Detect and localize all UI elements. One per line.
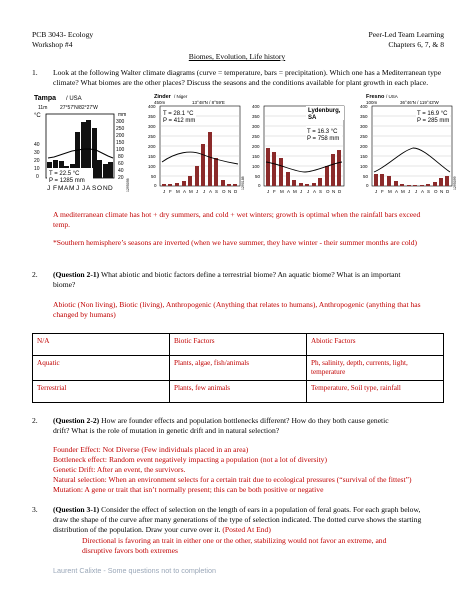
q3-text: How are founder effects and population bottlenecks different? How do they both cause genetic xyxy=(99,416,389,425)
y-ticks xyxy=(252,104,261,188)
tick: 100 xyxy=(116,147,125,153)
q4-text: Consider the effect of selection on the length of ears in a population of feral goats. For each graph below, xyxy=(99,505,421,514)
bar xyxy=(394,181,398,186)
tick: 30 xyxy=(34,150,40,156)
bar xyxy=(214,158,218,186)
tick: 300 xyxy=(116,119,125,125)
chapters: Chapters 6, 7, & 8 xyxy=(388,40,444,49)
bar xyxy=(221,180,225,186)
month: A xyxy=(209,189,213,194)
q4-text-line2: draw the shape of the curve after many generations of the type of selection indicated. The dotted curve shows the starting xyxy=(53,515,422,524)
temp-ticks xyxy=(34,142,40,180)
q4-text-line3 xyxy=(53,525,271,535)
month: A xyxy=(86,185,91,192)
bar xyxy=(233,184,237,186)
tick: 300 xyxy=(360,124,368,129)
tick: 200 xyxy=(252,144,260,149)
tick: 50 xyxy=(255,174,261,179)
bar xyxy=(168,184,172,186)
month: O xyxy=(97,185,103,192)
diagram-country: / USA xyxy=(386,94,398,99)
precip-bars xyxy=(162,132,237,186)
month: J xyxy=(267,189,270,194)
bar xyxy=(407,185,411,186)
q2-answer-line1: Abiotic (Non living), Biotic (living), Anthropogenic (Anything that relates to humans), Anthropogenic (anything that has xyxy=(53,300,421,309)
q2-text: What abiotic and biotic factors define a terrestrial biome? An aquatic biome? What is an important xyxy=(99,270,401,279)
y-ticks xyxy=(360,104,369,188)
course-name: PCB 3043- Ecology xyxy=(32,30,94,39)
diagram-coords: 13°48'N / 8°59'E xyxy=(192,100,225,105)
q3-answer: Mutation: A gene or trait that isn’t normally present; this can be both positive or negative xyxy=(53,485,324,494)
tick: 100 xyxy=(360,164,368,169)
bar xyxy=(188,176,192,186)
diagram-temp: T = 16.9 °C xyxy=(417,111,448,117)
diagram-country: / Niger xyxy=(174,94,188,99)
bar xyxy=(97,160,102,178)
q1-text-line2: climate? What biomes are the other places? Discuss the seasons and the conditions available for plant growth in each place. xyxy=(53,78,429,87)
bar xyxy=(162,184,166,186)
bar xyxy=(337,150,341,186)
tick: 200 xyxy=(148,144,156,149)
month: J xyxy=(375,189,378,194)
table-cell: Plants, few animals xyxy=(170,381,307,403)
tick: 20 xyxy=(34,158,40,164)
tick: 200 xyxy=(116,133,125,139)
bar xyxy=(331,154,335,186)
bar xyxy=(420,185,424,186)
bar xyxy=(305,184,309,186)
month: N xyxy=(440,189,444,194)
tick: 150 xyxy=(148,154,156,159)
diagram-place: Fresno xyxy=(366,94,385,100)
month: A xyxy=(287,189,291,194)
q2-text-line1 xyxy=(53,270,400,280)
diagram-precip: P = 758 mm xyxy=(307,136,340,142)
tick: 80 xyxy=(118,154,124,160)
tick: 40 xyxy=(34,142,40,148)
table-cell: Terrestrial xyxy=(33,381,170,403)
tick: 40 xyxy=(118,168,124,174)
tick: 300 xyxy=(148,124,156,129)
table-header-row xyxy=(33,334,444,356)
month: J xyxy=(415,189,418,194)
month: A xyxy=(313,189,317,194)
q2-number: 2. xyxy=(32,270,38,279)
bar xyxy=(374,174,378,186)
climate-diagram-lydenburg xyxy=(250,92,350,205)
tick: 10 xyxy=(34,166,40,172)
bar xyxy=(266,148,270,186)
bar xyxy=(195,166,199,186)
diagram-place: Lydenburg, xyxy=(308,108,341,114)
month: M xyxy=(401,189,405,194)
tick: 250 xyxy=(252,134,260,139)
bar xyxy=(380,174,384,186)
month: D xyxy=(446,189,450,194)
climate-diagram-fresno xyxy=(358,92,458,205)
month: J xyxy=(82,185,86,192)
bar xyxy=(400,184,404,186)
tick: 400 xyxy=(360,104,368,109)
tick: 20 xyxy=(118,175,124,181)
tick: 0 xyxy=(36,174,39,180)
month: D xyxy=(108,185,113,192)
q3-answer: Bottleneck effect: Random event negatively impacting a population (not a lot of diversity) xyxy=(53,455,328,464)
month-labels xyxy=(47,185,113,192)
tick: 250 xyxy=(360,134,368,139)
month: D xyxy=(234,189,238,194)
diagram-precip: P = 412 mm xyxy=(163,118,196,124)
bar xyxy=(299,183,303,186)
diagram-place: Zinder xyxy=(154,94,171,100)
table-cell: Aquatic xyxy=(33,356,170,381)
diagram-code: 1295098 xyxy=(126,178,130,192)
diagram-precip: P = 1285 mm xyxy=(49,178,85,184)
month: M xyxy=(58,185,64,192)
q4-answer-line1: Directional is favoring an trait in either one or the other, stabilizing would not favor an extreme, and xyxy=(82,536,387,545)
table-header-cell: Abiotic Factors xyxy=(307,334,444,356)
bar xyxy=(208,132,212,186)
temp-axis-label: °C xyxy=(34,113,41,119)
month: J xyxy=(163,189,166,194)
month: O xyxy=(326,189,330,194)
table-cell: Temperature, Soil type, rainfall xyxy=(307,381,444,403)
tick: 150 xyxy=(116,140,125,146)
q2-answer-line2: changed by humans) xyxy=(53,310,116,319)
month: A xyxy=(395,189,399,194)
tick: 50 xyxy=(151,174,157,179)
q1-answer-line2: temp. xyxy=(53,220,71,229)
q3-text-line2: drift? What is the role of mutation in genetic drift and in natural selection? xyxy=(53,426,280,435)
tick: 0 xyxy=(154,183,157,188)
month: A xyxy=(183,189,187,194)
month: N xyxy=(103,185,108,192)
table-cell: Ph, salinity, depth, currents, light, temperature xyxy=(307,356,444,381)
bar xyxy=(227,184,231,186)
bar xyxy=(312,183,316,186)
y-ticks xyxy=(148,104,157,188)
month: J xyxy=(76,185,80,192)
month: F xyxy=(273,189,276,194)
tick: 150 xyxy=(360,154,368,159)
footer-watermark: Laurent Calixte - Some questions not to completion xyxy=(53,566,217,575)
climate-diagram-zinder xyxy=(146,92,246,205)
bar xyxy=(439,178,443,186)
month: S xyxy=(215,189,219,194)
tick: 350 xyxy=(252,114,260,119)
diagram-country: SA xyxy=(308,115,317,121)
bar xyxy=(175,183,179,186)
q2-text-line2: biome? xyxy=(53,280,76,289)
bar xyxy=(325,166,329,186)
month: F xyxy=(381,189,384,194)
month: M xyxy=(69,185,75,192)
tick: 250 xyxy=(148,134,156,139)
table-header-cell: N/A xyxy=(33,334,170,356)
bar xyxy=(201,144,205,186)
precip-ticks xyxy=(116,119,125,181)
month-labels xyxy=(267,189,342,194)
temp-curve xyxy=(266,162,342,172)
tick: 0 xyxy=(366,183,369,188)
bar xyxy=(387,176,391,186)
table-cell: Plants, algae, fish/animals xyxy=(170,356,307,381)
tick: 350 xyxy=(148,114,156,119)
table-row xyxy=(33,356,444,381)
month: M xyxy=(293,189,297,194)
diagram-country: / USA xyxy=(66,96,82,102)
diagram-temp: T = 16.3 °C xyxy=(307,129,338,135)
bar xyxy=(413,185,417,186)
org-name: Peer-Led Team Learning xyxy=(368,30,444,39)
tick: 200 xyxy=(360,144,368,149)
month: M xyxy=(280,189,284,194)
q3-text-line1 xyxy=(53,416,389,426)
tick: 400 xyxy=(148,104,156,109)
bar xyxy=(286,172,290,186)
factors-table xyxy=(32,333,444,403)
q4-number: 3. xyxy=(32,505,38,514)
gridlines xyxy=(160,116,240,176)
bar xyxy=(103,164,108,178)
month: F xyxy=(53,185,57,192)
bar xyxy=(292,180,296,186)
month: D xyxy=(338,189,342,194)
bar xyxy=(108,162,113,178)
q4-posted-note: (Posted At End) xyxy=(222,525,271,534)
temp-curve xyxy=(162,152,238,164)
month: A xyxy=(421,189,425,194)
q4-text-line1 xyxy=(53,505,420,515)
month: M xyxy=(388,189,392,194)
q4-answer-line2: disruptive favors both extremes xyxy=(82,546,178,555)
bar xyxy=(182,181,186,186)
month: N xyxy=(228,189,232,194)
bar xyxy=(318,178,322,186)
bar xyxy=(433,182,437,186)
month: J xyxy=(203,189,206,194)
month: J xyxy=(408,189,411,194)
tick: 100 xyxy=(148,164,156,169)
bar xyxy=(426,184,430,186)
month-labels xyxy=(375,189,450,194)
table-header-cell: Biotic Factors xyxy=(170,334,307,356)
month: M xyxy=(176,189,180,194)
month: S xyxy=(92,185,97,192)
diagram-coords: 27°57'N/82°27'W xyxy=(60,105,98,111)
month: A xyxy=(64,185,69,192)
temp-curve xyxy=(48,149,113,158)
diagram-elev: 450m xyxy=(154,100,166,105)
diagram-precip: P = 285 mm xyxy=(417,118,450,124)
precip-bars xyxy=(266,148,341,186)
q4-text3: distribution of the population. Draw your curve over it. xyxy=(53,525,223,534)
month-labels xyxy=(163,189,238,194)
tick: 0 xyxy=(258,183,261,188)
month: M xyxy=(189,189,193,194)
tick: 300 xyxy=(252,124,260,129)
diagram-temp: T = 22.5 °C xyxy=(49,171,80,177)
month: F xyxy=(169,189,172,194)
q4-label: (Question 3-1) xyxy=(53,505,100,514)
month: J xyxy=(196,189,199,194)
q3-answer: Founder Effect: Not Diverse (Few individuals placed in an area) xyxy=(53,445,249,454)
month: S xyxy=(427,189,431,194)
diagram-coords: 36°46'N / 119°43'W xyxy=(400,100,439,105)
diagram-code: 1290188 xyxy=(241,176,245,190)
gridlines xyxy=(372,116,452,176)
diagram-elev: 11m xyxy=(38,105,48,111)
tick: 100 xyxy=(252,164,260,169)
tick: 50 xyxy=(363,174,369,179)
month: J xyxy=(300,189,303,194)
bar xyxy=(445,176,449,186)
q1-answer-line3: *Southern hemisphere’s seasons are inverted (when we have summer, they have winter - their summer months are cold) xyxy=(53,238,418,247)
q2-label: (Question 2-1) xyxy=(53,270,100,279)
q3-answer: Natural selection: When an environment selects for a certain trait due to ecological pressures (“survival of the fittest”) xyxy=(53,475,412,484)
diagram-temp: T = 28.1 °C xyxy=(163,111,194,117)
diagram-place: Tampa xyxy=(34,95,57,102)
tick: 400 xyxy=(252,104,260,109)
q1-text-line1: Look at the following Walter climate diagrams (curve = temperature, bars = precipitation). Which one has a Mediterranean type xyxy=(53,68,442,77)
month: J xyxy=(47,185,51,192)
diagram-code: 1295099 xyxy=(453,176,457,190)
precip-axis-label: mm xyxy=(118,112,127,118)
q1-number: 1. xyxy=(32,68,38,77)
tick: 250 xyxy=(116,126,125,132)
month: O xyxy=(222,189,226,194)
q3-number: 2. xyxy=(32,416,38,425)
q3-answer: Genetic Drift: After an event, the survivors. xyxy=(53,465,186,474)
month: J xyxy=(307,189,310,194)
workshop-number: Workshop #4 xyxy=(32,40,73,49)
table-row xyxy=(33,381,444,403)
diagram-elev: 100m xyxy=(366,100,378,105)
q1-answer-line1: A mediterranean climate has hot + dry summers, and cold + wet winters; growth is optimal when the rainfall bars exceed xyxy=(53,210,421,219)
tick: 150 xyxy=(252,154,260,159)
climate-diagram-tampa xyxy=(32,92,132,205)
month: S xyxy=(319,189,323,194)
q3-label: (Question 2-2) xyxy=(53,416,100,425)
bar xyxy=(272,152,276,186)
bar xyxy=(279,158,283,186)
temp-curve xyxy=(374,148,450,172)
tick: 60 xyxy=(118,161,124,167)
tick: 350 xyxy=(360,114,368,119)
page-title: Biomes, Evolution, Life history xyxy=(188,52,286,61)
month: N xyxy=(332,189,336,194)
month: O xyxy=(434,189,438,194)
